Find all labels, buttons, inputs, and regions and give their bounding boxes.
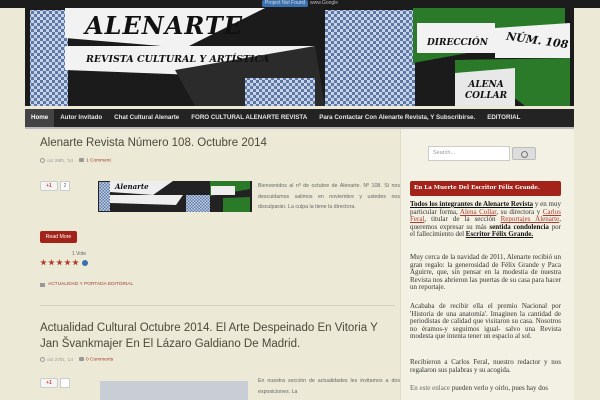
banner-collar: COLLAR <box>465 91 508 101</box>
post-thumbnail[interactable] <box>98 181 252 212</box>
gplus-count <box>60 378 70 388</box>
carlos-feral-link[interactable]: Carlos Feral <box>410 207 561 224</box>
site-banner[interactable] <box>25 8 574 106</box>
this-link[interactable]: En este enlace <box>410 384 451 392</box>
vote-count: 1 Vote <box>72 251 87 257</box>
star-rating[interactable] <box>40 259 88 266</box>
post-title-line1[interactable]: Actualidad Cultural Octubre 2014. El Arte Despeinado En Vitoria Y <box>40 322 378 334</box>
post-date-text: oct 27th, '14 <box>47 357 73 363</box>
widget-paragraph-4: Recibieron a Carlos Feral, nuestro redactor y nos regalaron sus palabras y su acogida. <box>410 358 561 374</box>
post-title[interactable] <box>40 320 378 352</box>
alena-collar-link[interactable]: Alena Collar <box>459 207 497 216</box>
p1-part-a: Todos los integrantes de Alenarte Revista <box>410 200 534 208</box>
search-button[interactable] <box>512 147 536 160</box>
post-date-text: oct 28th, '14 <box>47 158 73 164</box>
p1-part-h: , queremos expresar su más <box>410 215 561 231</box>
gplus-button[interactable]: +1 <box>40 181 58 191</box>
comment-icon <box>79 357 84 361</box>
p5-part-b: pueden verlo y oírlo, pues hay dos <box>450 384 549 392</box>
banner-subtitle: REVISTA CULTURAL Y ARTÍSTICA <box>86 54 270 65</box>
post-meta <box>40 158 111 164</box>
star-icon[interactable] <box>48 259 55 266</box>
gplus-button[interactable]: +1 <box>40 378 58 388</box>
nav-chat-cultural[interactable]: Chat Cultural Alenarte <box>114 114 180 121</box>
main-nav <box>25 109 574 127</box>
post-meta <box>40 357 113 363</box>
banner-number: NÚM. 108 <box>505 29 570 52</box>
comment-icon <box>79 158 84 162</box>
widget-title: En La Muerte Del Escritor Félix Grande. <box>410 181 561 196</box>
thumbnail-title: Alenarte <box>115 182 149 191</box>
post-category-text[interactable]: ACTUALIDAD Y PORTADA EDITORIAL <box>48 282 134 287</box>
post-title-line2[interactable]: Jan Švankmajer En El Lázaro Galdiano De Madrid. <box>40 338 301 350</box>
widget-paragraph-5 <box>410 385 561 393</box>
gplus-count: 2 <box>60 181 70 191</box>
project-not-found-pill[interactable]: Project Not Found <box>262 0 308 7</box>
post-comments-link[interactable] <box>79 357 113 362</box>
p1-part-f: , titular de la sección <box>424 215 501 224</box>
widget-paragraph-3: Acababa de recibir ella el premio Nacional por 'Historia de una anatomía'. Imaginen la cantidad de periodistas de calidad que visitaron su casa. Nosotros no éramos-y seguimos igual- salvo una Revista modesta que intenta tener un espacio al sol. <box>410 302 561 341</box>
info-icon[interactable] <box>82 260 88 266</box>
clock-icon <box>40 158 45 163</box>
star-icon[interactable] <box>64 259 71 266</box>
p1-part-k: Escritor Félix Grande. <box>465 230 534 239</box>
p1-part-b: y en muy particular forma, <box>410 200 561 216</box>
post-separator <box>40 305 395 306</box>
post-comments-text[interactable]: 1 Comment <box>86 158 111 164</box>
search-input[interactable]: Search... <box>428 146 510 161</box>
main-content <box>25 129 400 400</box>
banner-direccion: DIRECCIÓN <box>427 38 488 48</box>
google-link[interactable]: www.Google <box>310 0 339 6</box>
read-more-button[interactable]: Read More <box>40 231 77 243</box>
nav-editorial[interactable]: EDITORIAL <box>487 114 521 121</box>
star-icon[interactable] <box>72 259 79 266</box>
star-icon[interactable] <box>56 259 63 266</box>
sidebar <box>400 129 574 400</box>
post-category[interactable] <box>40 282 133 287</box>
p1-part-j: por el fallecimiento del <box>410 222 561 239</box>
reportajes-link[interactable]: Reportajes Alenarte <box>500 215 560 224</box>
top-strip <box>0 0 600 8</box>
clock-icon <box>40 357 45 362</box>
post-thumbnail[interactable] <box>100 381 248 400</box>
post-excerpt: En nuestra sección de actualidades les invitamos a dos exposiciones. La <box>258 378 400 395</box>
post-comments-link[interactable] <box>79 158 111 163</box>
post-comments-text[interactable]: 0 Comments <box>86 357 114 363</box>
banner-alena: ALENA <box>468 80 504 90</box>
nav-home[interactable]: Home <box>25 109 54 127</box>
banner-title: ALENARTE <box>85 11 244 40</box>
star-icon[interactable] <box>40 259 47 266</box>
post-date <box>40 357 73 363</box>
banner-director-name <box>465 80 507 102</box>
post-date <box>40 158 73 164</box>
nav-contactar[interactable]: Para Contactar Con Alenarte Revista, Y Subscribirse. <box>319 114 476 121</box>
nav-foro-cultural[interactable]: FORO CULTURAL ALENARTE REVISTA <box>191 114 308 121</box>
post-title[interactable]: Alenarte Revista Número 108. Octubre 2014 <box>40 137 267 149</box>
widget-paragraph-2: Muy cerca de la navidad de 2011, Alenarte recibió un gran regalo: la generosidad de Félix Grande y Paca Aguirre, que, sin pensar en la modestia de nuestra Revista nos abrieron las puertas de su casa para hacer un reportaje. <box>410 253 561 292</box>
nav-autor-invitado[interactable]: Autor Invitado <box>60 114 103 121</box>
widget-paragraph-1 <box>410 201 561 239</box>
folder-icon <box>40 283 45 287</box>
p1-part-d: , su directora y <box>496 207 543 216</box>
p1-part-i: sentida condolencia <box>489 222 549 231</box>
post-excerpt: Bienvenidos al nº de octubre de Alenarte. Nº 108. Si nos descuidamos salimos en noviembre y ustedes nos disculparán. La culpa la tiene la directora. <box>258 183 400 210</box>
